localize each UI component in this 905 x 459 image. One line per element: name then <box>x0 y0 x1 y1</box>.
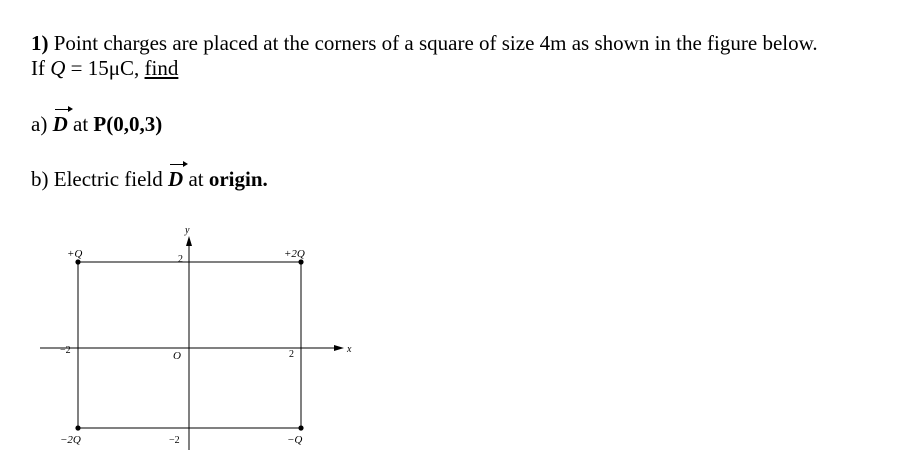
x-axis-label: x <box>347 344 352 355</box>
part-b-target: origin. <box>208 167 268 191</box>
charge-label-top-left: +Q <box>67 248 83 260</box>
problem-number: 1) <box>31 31 49 55</box>
tick-y-bottom: −2 <box>169 435 180 446</box>
x-axis-arrow-icon <box>334 345 344 351</box>
charge-dot-top-right <box>298 259 303 264</box>
problem-statement: Point charges are placed at the corners of a square of size 4m as shown in the figure below. <box>48 31 818 55</box>
charge-label-bottom-left: −2Q <box>60 434 81 446</box>
if-text: If <box>31 56 51 80</box>
tick-x-right: 2 <box>289 349 294 360</box>
part-b-at: at <box>183 167 209 191</box>
origin-label: O <box>173 350 181 362</box>
vector-d-a: D <box>52 112 68 136</box>
y-axis-label: y <box>185 225 190 236</box>
part-a-at: at <box>67 112 94 136</box>
point-p: P(0,0,3) <box>93 112 163 136</box>
charge-label-top-right: +2Q <box>284 248 305 260</box>
q-value: 15μC, <box>87 56 140 80</box>
charge-dot-top-left <box>75 259 80 264</box>
tick-y-top: 2 <box>178 254 183 265</box>
q-symbol: Q <box>50 56 66 80</box>
part-b-label: b) Electric field <box>31 167 169 191</box>
tick-x-left: −2 <box>60 345 71 356</box>
charge-dot-bottom-left <box>75 425 80 430</box>
charge-dot-bottom-right <box>298 425 303 430</box>
equals-sign: = <box>65 56 88 80</box>
y-axis-arrow-icon <box>186 236 192 246</box>
find-word: find <box>144 56 179 80</box>
vector-d-b: D <box>168 167 184 191</box>
charge-label-bottom-right: −Q <box>287 434 303 446</box>
part-a-label: a) <box>31 112 53 136</box>
